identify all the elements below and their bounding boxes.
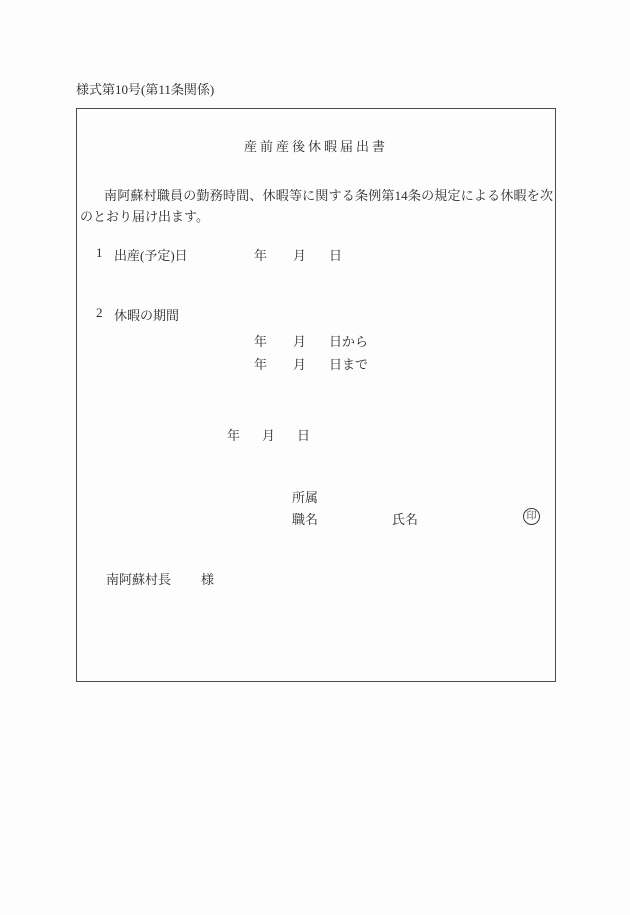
document-title: 産前産後休暇届出書 (243, 139, 388, 154)
date-month-label: 月 (262, 428, 276, 443)
intro-paragraph: 南阿蘇村職員の勤務時間、休暇等に関する条例第14条の規定による休暇を次のとおり届け出ます。 (80, 188, 553, 224)
item1-number: 1 (96, 245, 103, 260)
submission-date-row (77, 425, 555, 443)
addressee-honorific: 様 (201, 572, 215, 587)
addressee-row (77, 569, 555, 587)
date-day-label: 日 (297, 428, 311, 443)
affiliation-row (77, 487, 555, 505)
item1-month-label: 月 (293, 248, 307, 263)
item-birth-date-row (77, 245, 555, 263)
from-month-label: 月 (293, 334, 307, 349)
addressee-title: 南阿蘇村長 (106, 572, 172, 587)
leave-period-from-row (77, 331, 555, 349)
from-day-label: 日から (329, 334, 369, 349)
to-month-label: 月 (293, 357, 307, 372)
name-label: 氏名 (392, 512, 419, 527)
item2-number: 2 (96, 305, 103, 320)
item1-label: 出産(予定)日 (114, 248, 188, 263)
job-title-label: 職名 (292, 512, 319, 527)
item-leave-period-row (77, 305, 555, 323)
to-day-label: 日まで (329, 357, 369, 372)
affiliation-label: 所属 (292, 490, 319, 505)
to-year-label: 年 (254, 357, 268, 372)
item1-day-label: 日 (329, 248, 343, 263)
date-year-label: 年 (227, 428, 241, 443)
seal-icon: 印 (523, 508, 540, 525)
item1-year-label: 年 (254, 248, 268, 263)
form-border-box (76, 108, 556, 682)
name-row (77, 509, 555, 527)
form-number-label: 様式第10号(第11条関係) (76, 82, 215, 97)
leave-period-to-row (77, 354, 555, 372)
from-year-label: 年 (254, 334, 268, 349)
item2-label: 休暇の期間 (114, 308, 180, 323)
